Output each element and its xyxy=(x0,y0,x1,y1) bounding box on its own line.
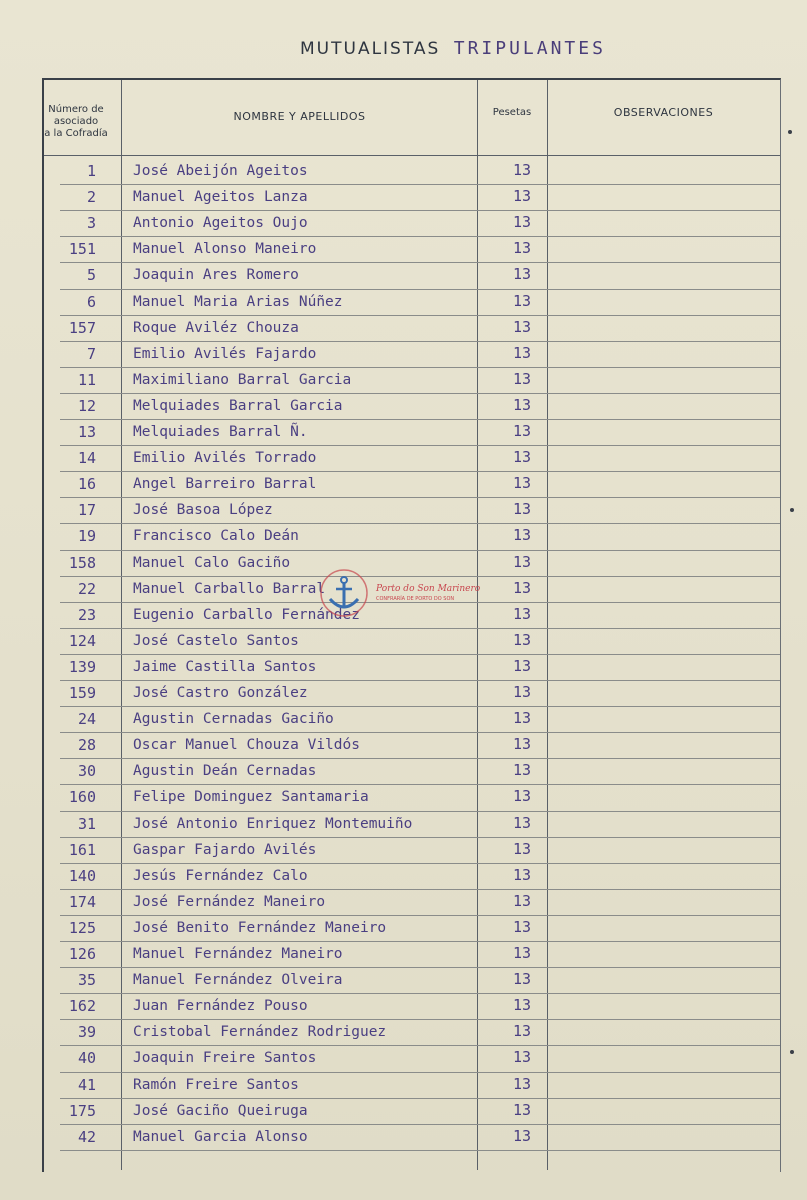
pesetas-amount: 13 xyxy=(513,970,532,989)
pesetas-amount: 13 xyxy=(513,709,532,728)
pesetas-amount: 13 xyxy=(513,500,532,519)
member-name: Eugenio Carballo Fernández xyxy=(133,606,360,623)
member-name: Oscar Manuel Chouza Vildós xyxy=(133,737,360,754)
member-number: 162 xyxy=(68,997,96,1016)
row-rule xyxy=(60,811,780,812)
member-name: José Basoa López xyxy=(133,502,273,519)
member-name: José Gaciño Queiruga xyxy=(133,1102,308,1119)
pesetas-amount: 13 xyxy=(513,1074,532,1093)
pesetas-amount: 13 xyxy=(513,265,532,284)
pesetas-amount: 13 xyxy=(513,656,532,675)
row-rule xyxy=(60,419,780,420)
pesetas-amount: 13 xyxy=(513,787,532,806)
margin-mark xyxy=(790,508,794,512)
member-number: 5 xyxy=(86,266,96,285)
page-title xyxy=(300,38,606,59)
title-part-tripulantes: TRIPULANTES xyxy=(453,38,606,59)
stamp-subtext: CONFRARÍA DE PORTO DO SON xyxy=(376,596,455,602)
member-name: Jesús Fernández Calo xyxy=(133,867,308,884)
pesetas-amount: 13 xyxy=(513,161,532,179)
title-part-mutualistas: MUTUALISTAS xyxy=(300,39,441,59)
member-name: José Benito Fernández Maneiro xyxy=(133,919,387,936)
member-name: Emilio Avilés Fajardo xyxy=(133,345,317,362)
row-rule xyxy=(60,289,780,290)
member-name: Agustin Cernadas Gaciño xyxy=(133,711,334,728)
margin-mark xyxy=(790,1050,794,1054)
member-name: Francisco Calo Deán xyxy=(133,528,299,545)
member-number: 158 xyxy=(68,553,96,572)
member-number: 12 xyxy=(77,396,96,415)
row-rule xyxy=(60,967,780,968)
member-name: Roque Aviléz Chouza xyxy=(133,319,299,336)
member-name: Manuel Maria Arias Núñez xyxy=(133,293,343,310)
member-number: 31 xyxy=(77,814,96,833)
member-name: Manuel Calo Gaciño xyxy=(133,554,291,571)
pesetas-amount: 13 xyxy=(513,187,532,206)
row-rule xyxy=(60,1045,780,1046)
member-number: 35 xyxy=(77,971,96,990)
pesetas-amount: 13 xyxy=(513,630,532,649)
member-name: Manuel Alonso Maneiro xyxy=(133,241,317,258)
row-rule xyxy=(60,993,780,994)
row-rule xyxy=(60,941,780,942)
member-number: 24 xyxy=(77,710,96,729)
column-header-name: NOMBRE Y APELLIDOS xyxy=(233,110,366,123)
member-number: 39 xyxy=(77,1023,96,1042)
row-rule xyxy=(60,863,780,864)
member-number: 175 xyxy=(68,1101,96,1120)
column-divider-pesetas xyxy=(547,80,548,1170)
row-rule xyxy=(60,1019,780,1020)
row-rule xyxy=(60,393,780,394)
member-name: Melquiades Barral Garcia xyxy=(133,397,343,414)
row-rule xyxy=(60,837,780,838)
row-rule xyxy=(60,784,780,785)
member-name: Felipe Dominguez Santamaria xyxy=(133,789,369,806)
member-number: 151 xyxy=(68,240,96,259)
member-name: José Abeijón Ageitos xyxy=(133,163,308,179)
member-name: Gaspar Fajardo Avilés xyxy=(133,841,317,858)
pesetas-amount: 13 xyxy=(513,944,532,962)
member-number: 161 xyxy=(68,840,96,859)
member-name: Agustin Deán Cernadas xyxy=(133,763,317,780)
member-name: Manuel Garcia Alonso xyxy=(133,1128,308,1145)
member-name: Antonio Ageitos Oujo xyxy=(133,215,308,232)
member-name: José Fernández Maneiro xyxy=(133,893,326,910)
member-number: 159 xyxy=(68,684,96,702)
member-name: Manuel Fernández Maneiro xyxy=(133,946,343,962)
member-name: Angel Barreiro Barral xyxy=(133,476,317,493)
column-header-number: Número de asociado a la Cofradía xyxy=(44,104,108,139)
margin-mark xyxy=(788,130,792,134)
row-rule xyxy=(60,550,780,551)
member-number: 2 xyxy=(86,188,96,207)
row-rule xyxy=(60,1072,780,1073)
row-rule xyxy=(60,680,780,681)
member-name: Ramón Freire Santos xyxy=(133,1076,299,1093)
column-divider-number xyxy=(121,80,122,1170)
member-number: 16 xyxy=(77,475,96,494)
member-number: 41 xyxy=(77,1075,96,1094)
member-number: 19 xyxy=(77,527,96,546)
member-name: José Castro González xyxy=(133,685,308,701)
row-rule xyxy=(60,471,780,472)
pesetas-amount: 13 xyxy=(513,369,532,388)
pesetas-amount: 13 xyxy=(513,683,532,701)
pesetas-amount: 13 xyxy=(513,735,532,754)
member-name: Jaime Castilla Santos xyxy=(133,658,317,675)
row-rule xyxy=(60,210,780,211)
row-rule xyxy=(60,576,780,577)
row-rule xyxy=(60,732,780,733)
member-number: 22 xyxy=(77,579,96,598)
pesetas-amount: 13 xyxy=(513,1048,532,1067)
member-number: 23 xyxy=(77,605,96,624)
member-number: 140 xyxy=(68,866,96,885)
pesetas-amount: 13 xyxy=(513,474,532,493)
member-name: José Castelo Santos xyxy=(133,632,299,649)
pesetas-amount: 13 xyxy=(513,891,532,910)
member-number: 125 xyxy=(68,918,96,937)
member-number: 14 xyxy=(77,449,96,468)
pesetas-amount: 13 xyxy=(513,865,532,884)
pesetas-amount: 13 xyxy=(513,839,532,858)
pesetas-amount: 13 xyxy=(513,213,532,232)
member-name: Manuel Carballo Barral xyxy=(133,580,326,597)
row-rule xyxy=(60,184,780,185)
column-divider-name xyxy=(477,80,478,1170)
member-number: 40 xyxy=(77,1049,96,1068)
pesetas-amount: 13 xyxy=(513,395,532,414)
pesetas-amount: 13 xyxy=(513,239,532,258)
pesetas-amount: 13 xyxy=(513,317,532,336)
member-name: Cristobal Fernández Rodriguez xyxy=(133,1024,387,1041)
member-number: 7 xyxy=(86,344,96,363)
pesetas-amount: 13 xyxy=(513,343,532,362)
row-rule xyxy=(60,445,780,446)
pesetas-amount: 13 xyxy=(513,1100,532,1119)
member-number: 30 xyxy=(77,762,96,781)
member-number: 126 xyxy=(68,945,96,963)
pesetas-amount: 13 xyxy=(513,552,532,571)
pesetas-amount: 13 xyxy=(513,917,532,936)
row-rule xyxy=(60,1098,780,1099)
row-rule xyxy=(60,262,780,263)
row-rule xyxy=(60,523,780,524)
member-number: 1 xyxy=(86,162,96,180)
member-number: 28 xyxy=(77,736,96,755)
row-rule xyxy=(60,889,780,890)
member-name: Maximiliano Barral Garcia xyxy=(133,371,352,388)
row-rule xyxy=(60,628,780,629)
member-number: 11 xyxy=(77,370,96,389)
member-number: 160 xyxy=(68,788,96,807)
pesetas-amount: 13 xyxy=(513,996,532,1015)
member-number: 13 xyxy=(77,423,96,441)
row-rule xyxy=(60,706,780,707)
member-name: Joaquin Ares Romero xyxy=(133,267,299,284)
anchor-stamp-icon xyxy=(318,567,370,619)
pesetas-amount: 13 xyxy=(513,761,532,780)
member-name: Manuel Ageitos Lanza xyxy=(133,189,308,206)
member-number: 174 xyxy=(68,892,96,911)
row-rule xyxy=(60,367,780,368)
member-name: Melquiades Barral Ñ. xyxy=(133,424,308,440)
row-rule xyxy=(60,341,780,342)
column-header-pesetas: Pesetas xyxy=(492,107,532,118)
row-rule xyxy=(60,315,780,316)
row-rule xyxy=(60,1150,780,1151)
pesetas-amount: 13 xyxy=(513,1022,532,1041)
header-divider xyxy=(44,155,780,156)
pesetas-amount: 13 xyxy=(513,813,532,832)
member-number: 139 xyxy=(68,657,96,676)
member-name: Manuel Fernández Olveira xyxy=(133,972,343,989)
row-rule xyxy=(60,1124,780,1125)
row-rule xyxy=(60,236,780,237)
row-rule xyxy=(60,497,780,498)
member-name: José Antonio Enriquez Montemuiño xyxy=(133,815,413,832)
pesetas-amount: 13 xyxy=(513,1126,532,1145)
member-number: 17 xyxy=(77,501,96,520)
row-rule xyxy=(60,654,780,655)
member-number: 124 xyxy=(68,631,96,650)
column-header-observations: OBSERVACIONES xyxy=(613,106,714,119)
pesetas-amount: 13 xyxy=(513,422,532,440)
row-rule xyxy=(60,915,780,916)
stamp-text: Porto do Son Marinero xyxy=(376,584,481,594)
member-name: Juan Fernández Pouso xyxy=(133,998,308,1015)
pesetas-amount: 13 xyxy=(513,526,532,545)
row-rule xyxy=(60,758,780,759)
member-name: Emilio Avilés Torrado xyxy=(133,450,317,467)
pesetas-amount: 13 xyxy=(513,291,532,310)
member-name: Joaquin Freire Santos xyxy=(133,1050,317,1067)
member-number: 3 xyxy=(86,214,96,233)
pesetas-amount: 13 xyxy=(513,448,532,467)
member-number: 42 xyxy=(77,1127,96,1146)
pesetas-amount: 13 xyxy=(513,604,532,623)
member-number: 6 xyxy=(86,292,96,311)
pesetas-amount: 13 xyxy=(513,578,532,597)
member-number: 157 xyxy=(68,318,96,337)
